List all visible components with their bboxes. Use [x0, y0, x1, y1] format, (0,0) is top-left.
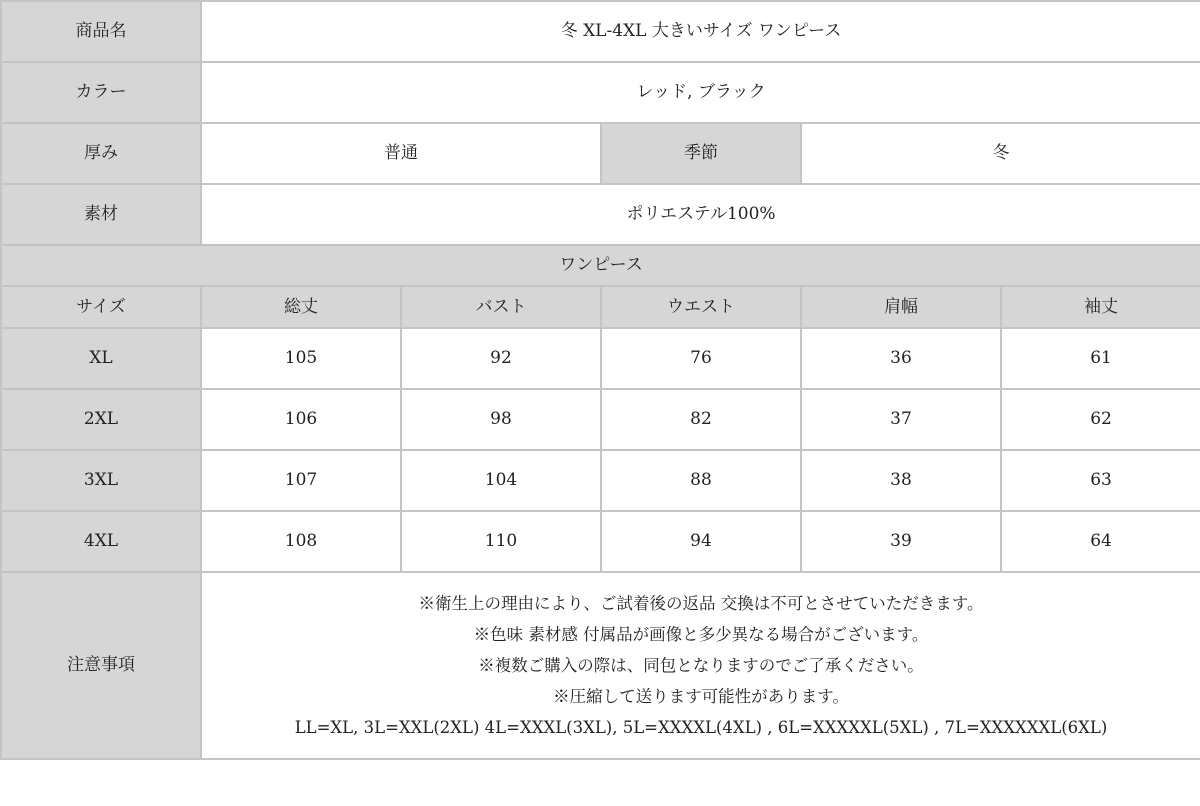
- product-name-row: [1, 1, 1200, 62]
- size-row-4xl: [1, 511, 1200, 572]
- note-line: ※衛生上の理由により、ご試着後の返品 交換は不可とさせていただきます。: [418, 594, 984, 613]
- bust-cell: 110: [401, 511, 601, 572]
- material-value: ポリエステル100%: [201, 184, 1200, 245]
- notes-label: 注意事項: [1, 572, 201, 759]
- sleeve-cell: 61: [1001, 328, 1200, 389]
- waist-cell: 82: [601, 389, 801, 450]
- length-cell: 108: [201, 511, 401, 572]
- shoulder-cell: 39: [801, 511, 1001, 572]
- thickness-label: 厚み: [1, 123, 201, 184]
- size-cell: XL: [1, 328, 201, 389]
- size-row-2xl: [1, 389, 1200, 450]
- waist-cell: 88: [601, 450, 801, 511]
- shoulder-cell: 36: [801, 328, 1001, 389]
- length-cell: 105: [201, 328, 401, 389]
- size-header-row: [1, 286, 1200, 328]
- waist-column-header: ウエスト: [601, 286, 801, 328]
- size-cell: 4XL: [1, 511, 201, 572]
- length-cell: 106: [201, 389, 401, 450]
- color-value: レッド, ブラック: [201, 62, 1200, 123]
- size-cell: 3XL: [1, 450, 201, 511]
- size-conversion-note: LL=XL, 3L=XXL(2XL) 4L=XXXL(3XL), 5L=XXXXL(4XL) , 6L=XXXXXL(5XL) , 7L=XXXXXXL(6XL): [294, 718, 1108, 737]
- bust-column-header: バスト: [401, 286, 601, 328]
- bust-cell: 104: [401, 450, 601, 511]
- thickness-season-row: [1, 123, 1200, 184]
- length-cell: 107: [201, 450, 401, 511]
- size-column-header: サイズ: [1, 286, 201, 328]
- note-line: ※複数ご購入の際は、同包となりますのでご了承ください。: [478, 656, 924, 675]
- sleeve-cell: 63: [1001, 450, 1200, 511]
- sleeve-cell: 64: [1001, 511, 1200, 572]
- color-row: [1, 62, 1200, 123]
- size-cell: 2XL: [1, 389, 201, 450]
- waist-cell: 94: [601, 511, 801, 572]
- bust-cell: 98: [401, 389, 601, 450]
- season-value: 冬: [801, 123, 1200, 184]
- shoulder-cell: 37: [801, 389, 1001, 450]
- size-row-3xl: [1, 450, 1200, 511]
- notes-content: [201, 572, 1200, 759]
- notes-row: [1, 572, 1200, 759]
- note-line: ※圧縮して送ります可能性があります。: [553, 687, 849, 706]
- product-name-value: 冬 XL-4XL 大きいサイズ ワンピース: [201, 1, 1200, 62]
- material-row: [1, 184, 1200, 245]
- sleeve-cell: 62: [1001, 389, 1200, 450]
- shoulder-column-header: 肩幅: [801, 286, 1001, 328]
- sleeve-column-header: 袖丈: [1001, 286, 1200, 328]
- thickness-value: 普通: [201, 123, 601, 184]
- size-section-row: [1, 245, 1200, 286]
- shoulder-cell: 38: [801, 450, 1001, 511]
- season-label: 季節: [601, 123, 801, 184]
- waist-cell: 76: [601, 328, 801, 389]
- color-label: カラー: [1, 62, 201, 123]
- size-row-xl: [1, 328, 1200, 389]
- product-name-label: 商品名: [1, 1, 201, 62]
- length-column-header: 総丈: [201, 286, 401, 328]
- bust-cell: 92: [401, 328, 601, 389]
- material-label: 素材: [1, 184, 201, 245]
- note-line: ※色味 素材感 付属品が画像と多少異なる場合がございます。: [473, 625, 929, 644]
- size-section-title: ワンピース: [1, 245, 1200, 286]
